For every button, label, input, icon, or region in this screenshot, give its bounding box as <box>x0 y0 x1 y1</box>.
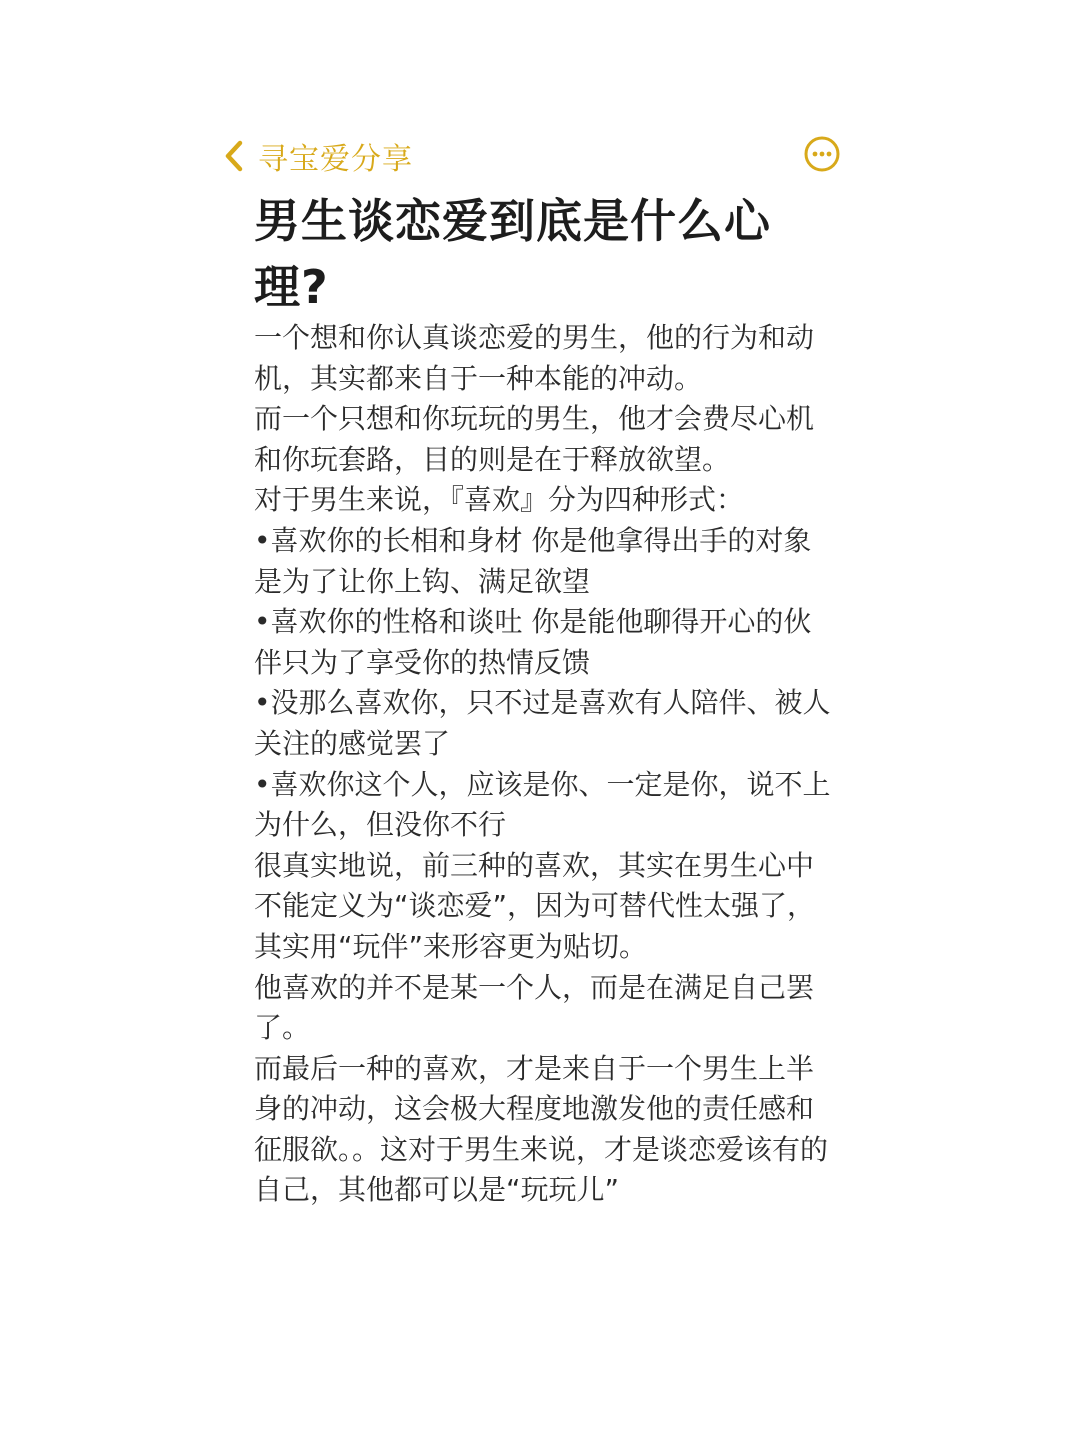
chevron-left-icon <box>222 136 250 176</box>
bullet-item: •喜欢你的长相和身材 你是他拿得出手的对象是为了让你上钩、满足欲望 <box>254 523 812 598</box>
more-horizontal-icon <box>804 136 840 172</box>
body-paragraph: 对于男生来说，『喜欢』分为四种形式： <box>254 483 745 517</box>
top-nav-bar <box>222 132 842 180</box>
body-paragraph: 而最后一种的喜欢，才是来自于一个男生上半身的冲动，这会极大程度地激发他的责任感和征服欲。。这对于男生来说，才是谈恋爱该有的自己，其他都可以是“玩玩儿” <box>254 1051 829 1207</box>
note-title: 男生谈恋爱到底是什么心理? <box>254 194 771 314</box>
note-body <box>254 318 834 1211</box>
bullet-item: •没那么喜欢你，只不过是喜欢有人陪伴、被人关注的感觉罢了 <box>254 686 831 760</box>
bullet-item: •喜欢你这个人，应该是你、一定是你，说不上为什么，但没你不行 <box>254 767 831 842</box>
body-paragraph: 他喜欢的并不是某一个人，而是在满足自己罢了。 <box>254 970 815 1045</box>
back-label: 寻宝爱分享 <box>258 142 413 177</box>
more-button[interactable] <box>804 136 840 172</box>
body-paragraph: 很真实地说，前三种的喜欢，其实在男生心中不能定义为“谈恋爱”，因为可替代性太强了，其实用“玩伴”来形容更为贴切。 <box>254 848 816 963</box>
body-paragraph: 一个想和你认真谈恋爱的男生，他的行为和动机，其实都来自于一种本能的冲动。 <box>254 321 815 395</box>
body-paragraph: 而一个只想和你玩玩的男生，他才会费尽心机和你玩套路，目的则是在于释放欲望。 <box>254 402 815 476</box>
back-button[interactable] <box>222 132 413 180</box>
bullet-item: •喜欢你的性格和谈吐 你是能他聊得开心的伙伴只为了享受你的热情反馈 <box>254 605 812 679</box>
